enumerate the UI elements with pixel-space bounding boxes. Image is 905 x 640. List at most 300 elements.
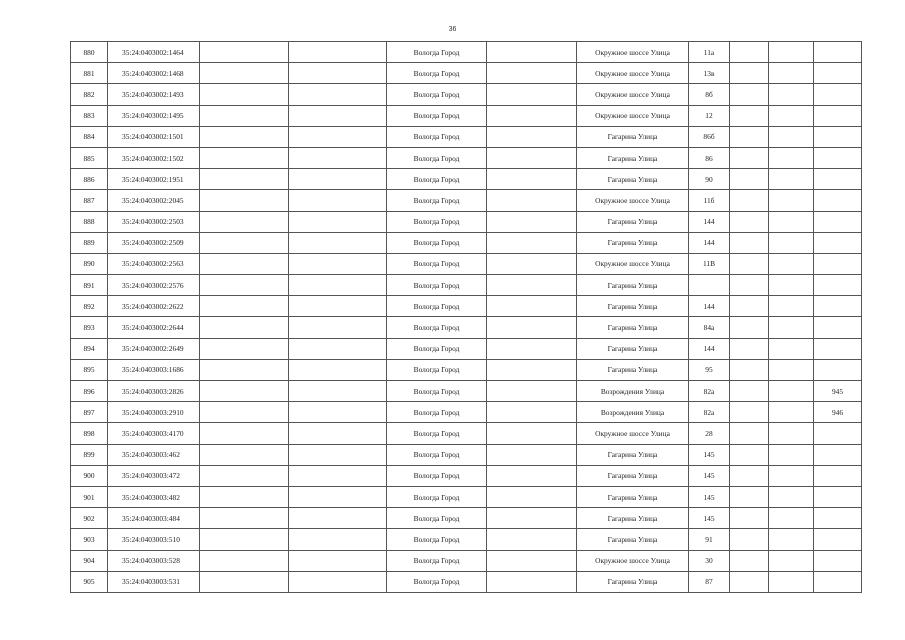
house-number-cell: 145: [689, 508, 730, 529]
street-cell: Гагарина Улица: [577, 317, 689, 338]
cadastral-number-cell: 35:24:0403003:2826: [108, 381, 200, 402]
city-cell: Вологда Город: [387, 423, 487, 444]
table-row: [71, 42, 862, 63]
house-number-cell: 11б: [689, 190, 730, 211]
empty-cell: [289, 147, 387, 168]
empty-cell: [730, 381, 769, 402]
house-number-cell: 145: [689, 444, 730, 465]
table-row: [71, 465, 862, 486]
empty-cell: [487, 63, 577, 84]
empty-cell: [200, 84, 289, 105]
empty-cell: [289, 126, 387, 147]
empty-cell: [200, 338, 289, 359]
empty-cell: [769, 126, 814, 147]
row-number-cell: 902: [71, 508, 108, 529]
empty-cell: [730, 63, 769, 84]
cadastral-number-cell: 35:24:0403002:1951: [108, 169, 200, 190]
house-number-cell: 8б: [689, 84, 730, 105]
empty-cell: [289, 42, 387, 63]
row-number-cell: 896: [71, 381, 108, 402]
empty-cell: [487, 253, 577, 274]
empty-cell: [289, 169, 387, 190]
empty-cell: [769, 359, 814, 380]
empty-cell: [730, 232, 769, 253]
street-cell: Окружное шоссе Улица: [577, 190, 689, 211]
extra-number-cell: [814, 444, 862, 465]
extra-number-cell: [814, 169, 862, 190]
empty-cell: [289, 550, 387, 571]
empty-cell: [289, 402, 387, 423]
empty-cell: [730, 317, 769, 338]
empty-cell: [200, 423, 289, 444]
city-cell: Вологда Город: [387, 105, 487, 126]
table-row: [71, 84, 862, 105]
empty-cell: [487, 42, 577, 63]
table-row: [71, 486, 862, 507]
cadastral-number-cell: 35:24:0403002:1501: [108, 126, 200, 147]
street-cell: Гагарина Улица: [577, 296, 689, 317]
cadastral-number-cell: 35:24:0403002:2509: [108, 232, 200, 253]
empty-cell: [200, 317, 289, 338]
row-number-cell: 904: [71, 550, 108, 571]
row-number-cell: 888: [71, 211, 108, 232]
empty-cell: [487, 529, 577, 550]
extra-number-cell: [814, 232, 862, 253]
empty-cell: [730, 105, 769, 126]
empty-cell: [769, 317, 814, 338]
table-row: [71, 338, 862, 359]
house-number-cell: 11В: [689, 253, 730, 274]
street-cell: Гагарина Улица: [577, 444, 689, 465]
empty-cell: [769, 105, 814, 126]
city-cell: Вологда Город: [387, 275, 487, 296]
table-row: [71, 381, 862, 402]
row-number-cell: 898: [71, 423, 108, 444]
street-cell: Окружное шоссе Улица: [577, 423, 689, 444]
city-cell: Вологда Город: [387, 42, 487, 63]
row-number-cell: 880: [71, 42, 108, 63]
empty-cell: [730, 402, 769, 423]
cadastral-number-cell: 35:24:0403003:2910: [108, 402, 200, 423]
house-number-cell: 91: [689, 529, 730, 550]
empty-cell: [730, 423, 769, 444]
row-number-cell: 886: [71, 169, 108, 190]
row-number-cell: 900: [71, 465, 108, 486]
row-number-cell: 892: [71, 296, 108, 317]
street-cell: Гагарина Улица: [577, 232, 689, 253]
street-cell: Окружное шоссе Улица: [577, 253, 689, 274]
empty-cell: [200, 126, 289, 147]
cadastral-number-cell: 35:24:0403002:1464: [108, 42, 200, 63]
empty-cell: [769, 423, 814, 444]
street-cell: Окружное шоссе Улица: [577, 105, 689, 126]
empty-cell: [487, 317, 577, 338]
extra-number-cell: [814, 211, 862, 232]
street-cell: Окружное шоссе Улица: [577, 84, 689, 105]
street-cell: Гагарина Улица: [577, 465, 689, 486]
street-cell: Гагарина Улица: [577, 359, 689, 380]
house-number-cell: 144: [689, 338, 730, 359]
house-number-cell: 90: [689, 169, 730, 190]
empty-cell: [289, 508, 387, 529]
house-number-cell: 145: [689, 465, 730, 486]
city-cell: Вологда Город: [387, 486, 487, 507]
empty-cell: [200, 465, 289, 486]
street-cell: Гагарина Улица: [577, 275, 689, 296]
empty-cell: [487, 84, 577, 105]
house-number-cell: 86: [689, 147, 730, 168]
extra-number-cell: [814, 84, 862, 105]
empty-cell: [200, 381, 289, 402]
empty-cell: [289, 359, 387, 380]
table-row: [71, 253, 862, 274]
cadastral-number-cell: 35:24:0403002:2563: [108, 253, 200, 274]
street-cell: Гагарина Улица: [577, 211, 689, 232]
table-row: [71, 275, 862, 296]
city-cell: Вологда Город: [387, 84, 487, 105]
empty-cell: [200, 232, 289, 253]
empty-cell: [200, 550, 289, 571]
row-number-cell: 901: [71, 486, 108, 507]
empty-cell: [769, 42, 814, 63]
table-row: [71, 232, 862, 253]
city-cell: Вологда Город: [387, 169, 487, 190]
empty-cell: [289, 253, 387, 274]
empty-cell: [487, 275, 577, 296]
empty-cell: [769, 338, 814, 359]
empty-cell: [487, 147, 577, 168]
extra-number-cell: [814, 508, 862, 529]
city-cell: Вологда Город: [387, 402, 487, 423]
empty-cell: [487, 359, 577, 380]
cadastral-number-cell: 35:24:0403003:462: [108, 444, 200, 465]
empty-cell: [487, 211, 577, 232]
row-number-cell: 891: [71, 275, 108, 296]
empty-cell: [487, 402, 577, 423]
empty-cell: [289, 190, 387, 211]
table-row: [71, 550, 862, 571]
cadastral-number-cell: 35:24:0403002:2622: [108, 296, 200, 317]
empty-cell: [487, 126, 577, 147]
city-cell: Вологда Город: [387, 338, 487, 359]
empty-cell: [200, 105, 289, 126]
table-row: [71, 508, 862, 529]
empty-cell: [769, 147, 814, 168]
empty-cell: [769, 63, 814, 84]
street-cell: Гагарина Улица: [577, 169, 689, 190]
empty-cell: [730, 275, 769, 296]
house-number-cell: 28: [689, 423, 730, 444]
extra-number-cell: [814, 571, 862, 592]
empty-cell: [730, 253, 769, 274]
empty-cell: [200, 42, 289, 63]
city-cell: Вологда Город: [387, 190, 487, 211]
empty-cell: [200, 253, 289, 274]
row-number-cell: 881: [71, 63, 108, 84]
empty-cell: [769, 232, 814, 253]
street-cell: Окружное шоссе Улица: [577, 550, 689, 571]
registry-table-body: [71, 42, 862, 593]
empty-cell: [289, 423, 387, 444]
empty-cell: [487, 444, 577, 465]
empty-cell: [289, 84, 387, 105]
cadastral-number-cell: 35:24:0403002:2644: [108, 317, 200, 338]
street-cell: Гагарина Улица: [577, 338, 689, 359]
street-cell: Гагарина Улица: [577, 126, 689, 147]
empty-cell: [730, 169, 769, 190]
table-row: [71, 444, 862, 465]
empty-cell: [289, 296, 387, 317]
cadastral-number-cell: 35:24:0403002:1502: [108, 147, 200, 168]
street-cell: Возрождения Улица: [577, 381, 689, 402]
empty-cell: [289, 444, 387, 465]
empty-cell: [200, 444, 289, 465]
row-number-cell: 889: [71, 232, 108, 253]
extra-number-cell: [814, 317, 862, 338]
empty-cell: [730, 359, 769, 380]
table-row: [71, 296, 862, 317]
cadastral-number-cell: 35:24:0403003:531: [108, 571, 200, 592]
row-number-cell: 882: [71, 84, 108, 105]
cadastral-number-cell: 35:24:0403002:1493: [108, 84, 200, 105]
empty-cell: [200, 508, 289, 529]
empty-cell: [730, 465, 769, 486]
empty-cell: [769, 508, 814, 529]
table-row: [71, 571, 862, 592]
empty-cell: [730, 550, 769, 571]
city-cell: Вологда Город: [387, 444, 487, 465]
row-number-cell: 890: [71, 253, 108, 274]
extra-number-cell: [814, 126, 862, 147]
city-cell: Вологда Город: [387, 126, 487, 147]
house-number-cell: 11а: [689, 42, 730, 63]
street-cell: Гагарина Улица: [577, 508, 689, 529]
empty-cell: [730, 486, 769, 507]
empty-cell: [487, 571, 577, 592]
extra-number-cell: [814, 105, 862, 126]
empty-cell: [200, 296, 289, 317]
empty-cell: [769, 444, 814, 465]
empty-cell: [289, 232, 387, 253]
house-number-cell: 144: [689, 296, 730, 317]
page-number: 36: [448, 26, 457, 33]
empty-cell: [200, 147, 289, 168]
empty-cell: [200, 190, 289, 211]
house-number-cell: 86б: [689, 126, 730, 147]
empty-cell: [200, 571, 289, 592]
house-number-cell: 82а: [689, 402, 730, 423]
row-number-cell: 884: [71, 126, 108, 147]
empty-cell: [769, 402, 814, 423]
empty-cell: [487, 550, 577, 571]
row-number-cell: 897: [71, 402, 108, 423]
empty-cell: [289, 317, 387, 338]
city-cell: Вологда Город: [387, 211, 487, 232]
cadastral-number-cell: 35:24:0403002:2503: [108, 211, 200, 232]
city-cell: Вологда Город: [387, 63, 487, 84]
house-number-cell: 13в: [689, 63, 730, 84]
empty-cell: [769, 550, 814, 571]
house-number-cell: 144: [689, 232, 730, 253]
empty-cell: [769, 84, 814, 105]
extra-number-cell: [814, 423, 862, 444]
empty-cell: [487, 508, 577, 529]
empty-cell: [769, 190, 814, 211]
extra-number-cell: [814, 275, 862, 296]
empty-cell: [730, 126, 769, 147]
table-row: [71, 126, 862, 147]
empty-cell: [730, 84, 769, 105]
street-cell: Гагарина Улица: [577, 147, 689, 168]
empty-cell: [289, 381, 387, 402]
empty-cell: [289, 486, 387, 507]
city-cell: Вологда Город: [387, 529, 487, 550]
row-number-cell: 905: [71, 571, 108, 592]
cadastral-number-cell: 35:24:0403002:1468: [108, 63, 200, 84]
empty-cell: [730, 190, 769, 211]
extra-number-cell: [814, 486, 862, 507]
row-number-cell: 895: [71, 359, 108, 380]
row-number-cell: 885: [71, 147, 108, 168]
cadastral-number-cell: 35:24:0403003:484: [108, 508, 200, 529]
city-cell: Вологда Город: [387, 253, 487, 274]
empty-cell: [487, 232, 577, 253]
empty-cell: [730, 338, 769, 359]
empty-cell: [487, 338, 577, 359]
extra-number-cell: [814, 296, 862, 317]
city-cell: Вологда Город: [387, 317, 487, 338]
empty-cell: [289, 63, 387, 84]
cadastral-number-cell: 35:24:0403002:2576: [108, 275, 200, 296]
empty-cell: [200, 169, 289, 190]
cadastral-number-cell: 35:24:0403003:528: [108, 550, 200, 571]
empty-cell: [200, 211, 289, 232]
empty-cell: [200, 63, 289, 84]
empty-cell: [730, 444, 769, 465]
table-row: [71, 63, 862, 84]
city-cell: Вологда Город: [387, 571, 487, 592]
street-cell: Окружное шоссе Улица: [577, 42, 689, 63]
house-number-cell: 12: [689, 105, 730, 126]
empty-cell: [769, 529, 814, 550]
empty-cell: [730, 147, 769, 168]
registry-table: [70, 41, 862, 593]
empty-cell: [769, 296, 814, 317]
empty-cell: [200, 359, 289, 380]
empty-cell: [200, 275, 289, 296]
house-number-cell: 95: [689, 359, 730, 380]
empty-cell: [487, 486, 577, 507]
cadastral-number-cell: 35:24:0403002:1495: [108, 105, 200, 126]
extra-number-cell: [814, 465, 862, 486]
empty-cell: [487, 169, 577, 190]
table-row: [71, 169, 862, 190]
row-number-cell: 887: [71, 190, 108, 211]
table-row: [71, 359, 862, 380]
city-cell: Вологда Город: [387, 508, 487, 529]
empty-cell: [289, 275, 387, 296]
cadastral-number-cell: 35:24:0403003:1686: [108, 359, 200, 380]
row-number-cell: 883: [71, 105, 108, 126]
empty-cell: [289, 211, 387, 232]
empty-cell: [769, 169, 814, 190]
city-cell: Вологда Город: [387, 381, 487, 402]
city-cell: Вологда Город: [387, 296, 487, 317]
table-row: [71, 317, 862, 338]
house-number-cell: 82а: [689, 381, 730, 402]
cadastral-number-cell: 35:24:0403003:482: [108, 486, 200, 507]
city-cell: Вологда Город: [387, 359, 487, 380]
table-row: [71, 211, 862, 232]
empty-cell: [487, 190, 577, 211]
street-cell: Возрождения Улица: [577, 402, 689, 423]
empty-cell: [200, 402, 289, 423]
street-cell: Окружное шоссе Улица: [577, 63, 689, 84]
extra-number-cell: [814, 253, 862, 274]
empty-cell: [730, 529, 769, 550]
house-number-cell: [689, 275, 730, 296]
extra-number-cell: [814, 190, 862, 211]
table-row: [71, 402, 862, 423]
row-number-cell: 899: [71, 444, 108, 465]
cadastral-number-cell: 35:24:0403003:510: [108, 529, 200, 550]
extra-number-cell: 945: [814, 381, 862, 402]
row-number-cell: 893: [71, 317, 108, 338]
empty-cell: [730, 296, 769, 317]
cadastral-number-cell: 35:24:0403003:4170: [108, 423, 200, 444]
table-row: [71, 190, 862, 211]
street-cell: Гагарина Улица: [577, 486, 689, 507]
empty-cell: [730, 42, 769, 63]
city-cell: Вологда Город: [387, 232, 487, 253]
row-number-cell: 894: [71, 338, 108, 359]
empty-cell: [289, 105, 387, 126]
cadastral-number-cell: 35:24:0403002:2649: [108, 338, 200, 359]
empty-cell: [769, 211, 814, 232]
empty-cell: [769, 275, 814, 296]
empty-cell: [730, 571, 769, 592]
empty-cell: [769, 465, 814, 486]
empty-cell: [487, 381, 577, 402]
cadastral-number-cell: 35:24:0403003:472: [108, 465, 200, 486]
house-number-cell: 145: [689, 486, 730, 507]
empty-cell: [200, 529, 289, 550]
empty-cell: [487, 423, 577, 444]
empty-cell: [769, 486, 814, 507]
empty-cell: [769, 571, 814, 592]
city-cell: Вологда Город: [387, 465, 487, 486]
extra-number-cell: 946: [814, 402, 862, 423]
extra-number-cell: [814, 529, 862, 550]
extra-number-cell: [814, 63, 862, 84]
table-row: [71, 105, 862, 126]
house-number-cell: 30: [689, 550, 730, 571]
empty-cell: [487, 105, 577, 126]
street-cell: Гагарина Улица: [577, 571, 689, 592]
city-cell: Вологда Город: [387, 147, 487, 168]
table-row: [71, 147, 862, 168]
extra-number-cell: [814, 550, 862, 571]
empty-cell: [730, 508, 769, 529]
street-cell: Гагарина Улица: [577, 529, 689, 550]
table-row: [71, 423, 862, 444]
extra-number-cell: [814, 147, 862, 168]
empty-cell: [769, 253, 814, 274]
empty-cell: [200, 486, 289, 507]
row-number-cell: 903: [71, 529, 108, 550]
city-cell: Вологда Город: [387, 550, 487, 571]
house-number-cell: 84а: [689, 317, 730, 338]
